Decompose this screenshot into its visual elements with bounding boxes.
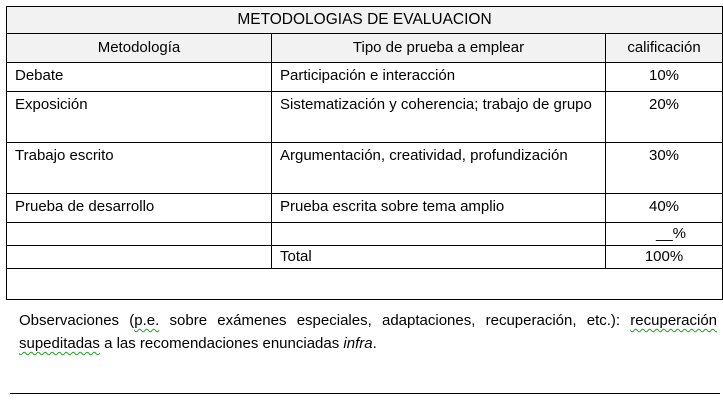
obs-text-1: Observaciones ( bbox=[19, 312, 135, 329]
cell-calificacion: 40% bbox=[606, 194, 723, 223]
cell-tipo bbox=[272, 223, 606, 246]
cell-metodologia bbox=[7, 246, 272, 269]
cell-metodologia: Prueba de desarrollo bbox=[7, 194, 272, 223]
cell-total-label: Total bbox=[272, 246, 606, 269]
header-metodologia: Metodología bbox=[7, 34, 272, 63]
header-tipo-prueba: Tipo de prueba a emplear bbox=[272, 34, 606, 63]
header-calificacion: calificación bbox=[606, 34, 723, 63]
cell-tipo: Argumentación, creatividad, profundización bbox=[272, 143, 606, 194]
cell-tipo: Prueba escrita sobre tema amplio bbox=[272, 194, 606, 223]
obs-recuperacion: recuperación bbox=[630, 312, 718, 329]
table-row bbox=[7, 246, 723, 269]
cell-metodologia: Exposición bbox=[7, 92, 272, 143]
cell-total-value: 100% bbox=[606, 246, 723, 269]
cell-calificacion: 20% bbox=[606, 92, 723, 143]
table-row bbox=[7, 194, 723, 223]
table-row bbox=[7, 92, 723, 143]
horizontal-divider bbox=[10, 393, 720, 394]
table-row bbox=[7, 63, 723, 92]
table-row bbox=[7, 223, 723, 246]
cell-tipo: Sistematización y coherencia; trabajo de grupo bbox=[272, 92, 606, 143]
cell-calificacion bbox=[606, 223, 723, 246]
table-title-row bbox=[7, 7, 723, 34]
obs-infra: infra bbox=[343, 335, 373, 352]
table-empty-row bbox=[7, 269, 723, 300]
table-row bbox=[7, 143, 723, 194]
table-header-row bbox=[7, 34, 723, 63]
evaluation-methods-table-container bbox=[6, 6, 722, 300]
cell-metodologia: Trabajo escrito bbox=[7, 143, 272, 194]
obs-pe: p.e. bbox=[134, 312, 160, 329]
cell-calificacion: 30% bbox=[606, 143, 723, 194]
observations-paragraph bbox=[19, 309, 717, 355]
obs-end: . bbox=[372, 335, 377, 352]
table-title: METODOLOGIAS DE EVALUACION bbox=[7, 7, 723, 34]
cell-metodologia bbox=[7, 223, 272, 246]
obs-text-3: a las recomendaciones enunciadas bbox=[99, 335, 344, 352]
empty-cell bbox=[7, 269, 723, 300]
cell-metodologia: Debate bbox=[7, 63, 272, 92]
cell-tipo: Participación e interacción bbox=[272, 63, 606, 92]
cell-calificacion: 10% bbox=[606, 63, 723, 92]
obs-text-2: sobre exámenes especiales, adaptaciones, recuperación, etc.): bbox=[159, 312, 631, 329]
blank-percentage: __% bbox=[655, 225, 687, 242]
obs-supeditadas: supeditadas bbox=[19, 335, 100, 352]
evaluation-methods-table bbox=[6, 6, 723, 300]
